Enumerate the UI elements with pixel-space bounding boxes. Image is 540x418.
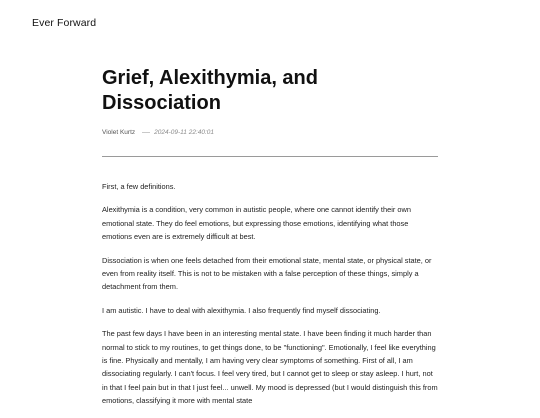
paragraph: Alexithymia is a condition, very common in autistic people, where one cannot identify their own emotional state. They do feel emotions, but expressing those emotions, identifying what those emotions even are is extremely difficult at best. (102, 205, 411, 242)
article-title: Grief, Alexithymia, and Dissociation (102, 67, 318, 114)
meta-separator (142, 132, 150, 133)
article (102, 66, 438, 418)
divider (102, 156, 438, 157)
paragraph: Dissociation is when one feels detached from their emotional state, mental state, or physical state, or even from reality itself. This is not to be mistaken with a false perception of these things, simply a detachment from them. (102, 255, 432, 292)
paragraph: I am autistic. I have to deal with alexithymia. I also frequently find myself dissociating. (102, 305, 381, 315)
publish-date: 2024-09-11 22:40:01 (154, 129, 214, 136)
paragraph: The past few days I have been in an interesting mental state. I have been finding it much harder than normal to stick to my routines, to get things done, to be "functioning". Emotionally, I feel like everything is fine. Physically and mentally, I am having very clear symptoms of something. First of all, I am dissociating regularly. I can't focus. I feel very tired, but I cannot get to sleep or stay asleep. I hurt, not in that I feel pain but in that I just feel... unwell. My mood is depressed (but I would distinguish this from emotions, classifying it more with mental state (102, 329, 438, 406)
article-body (102, 180, 438, 408)
site-title-link[interactable]: Ever Forward (32, 17, 97, 29)
author-name: Violet Kurtz (102, 129, 136, 136)
article-meta (102, 129, 438, 136)
paragraph: First, a few definitions. (102, 182, 176, 191)
